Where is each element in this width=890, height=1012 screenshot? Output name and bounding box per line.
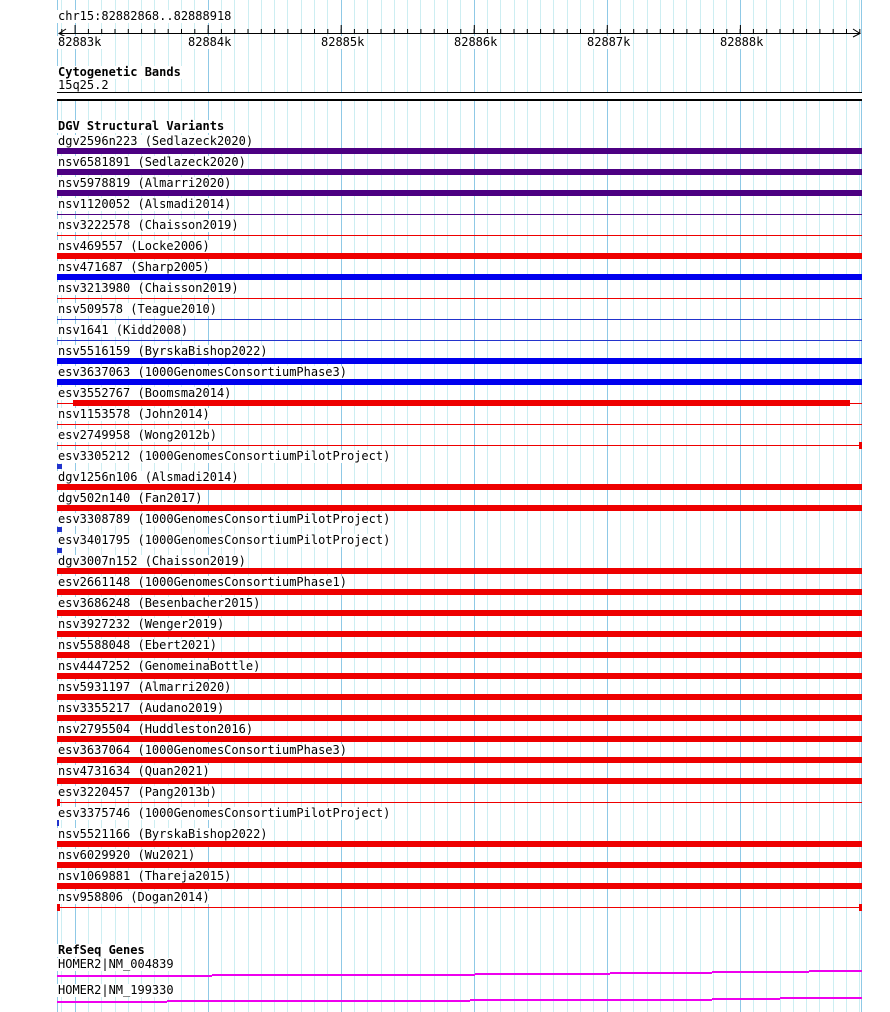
variant-bar[interactable] xyxy=(57,148,862,154)
variant-label: nsv4731634 (Quan2021) xyxy=(58,764,210,778)
variant-bar[interactable] xyxy=(57,715,862,721)
variant-bar[interactable] xyxy=(57,358,862,364)
variant-label: nsv5521166 (ByrskaBishop2022) xyxy=(58,827,268,841)
variant-bar-line[interactable] xyxy=(57,214,862,215)
gene-model-segment[interactable] xyxy=(610,972,712,974)
variant-endcap-right[interactable] xyxy=(859,442,862,449)
gene-model-segment[interactable] xyxy=(57,975,212,977)
variant-endcap-left[interactable] xyxy=(57,799,60,806)
variant-bar-line[interactable] xyxy=(57,445,862,446)
ruler-tick-label: 82886k xyxy=(454,35,498,49)
variant-bar[interactable] xyxy=(57,505,862,511)
gene-model-segment[interactable] xyxy=(167,1000,470,1002)
variant-label: esv2749958 (Wong2012b) xyxy=(58,428,217,442)
ruler-tick-label: 82884k xyxy=(188,35,232,49)
variant-label: nsv3222578 (Chaisson2019) xyxy=(58,218,239,232)
variant-bar[interactable] xyxy=(57,568,862,574)
variant-label: esv3686248 (Besenbacher2015) xyxy=(58,596,261,610)
variant-label: nsv5931197 (Almarri2020) xyxy=(58,680,232,694)
variant-label: nsv958806 (Dogan2014) xyxy=(58,890,210,904)
gene-model-segment[interactable] xyxy=(712,971,809,973)
variant-label: esv3308789 (1000GenomesConsortiumPilotProject) xyxy=(58,512,391,526)
ruler-tick-label: 82887k xyxy=(587,35,631,49)
variant-bar[interactable] xyxy=(57,190,862,196)
variant-bar[interactable] xyxy=(57,883,862,889)
section-title-refseq: RefSeq Genes xyxy=(58,943,145,957)
gene-model-segment[interactable] xyxy=(470,999,712,1001)
variant-bar[interactable] xyxy=(57,253,862,259)
variant-bar[interactable] xyxy=(57,484,862,490)
variant-label: nsv4447252 (GenomeinaBottle) xyxy=(58,659,261,673)
variant-point[interactable] xyxy=(57,527,62,532)
gene-model-segment[interactable] xyxy=(57,1001,167,1003)
variant-label: nsv1641 (Kidd2008) xyxy=(58,323,189,337)
variant-label: esv2661148 (1000GenomesConsortiumPhase1) xyxy=(58,575,347,589)
variant-label: nsv3927232 (Wenger2019) xyxy=(58,617,225,631)
variant-point[interactable] xyxy=(57,464,62,469)
variant-bar[interactable] xyxy=(57,379,862,385)
variant-endcap-left[interactable] xyxy=(57,904,60,911)
variant-label: dgv3007n152 (Chaisson2019) xyxy=(58,554,246,568)
gene-model-segment[interactable] xyxy=(475,973,610,975)
variant-label: nsv3213980 (Chaisson2019) xyxy=(58,281,239,295)
section-title-cytobands: Cytogenetic Bands xyxy=(58,65,181,79)
variant-point[interactable] xyxy=(57,548,62,553)
variant-label: nsv5516159 (ByrskaBishop2022) xyxy=(58,344,268,358)
variant-bar[interactable] xyxy=(73,400,850,406)
variant-bar[interactable] xyxy=(57,631,862,637)
variant-label: dgv1256n106 (Alsmadi2014) xyxy=(58,470,239,484)
variant-label: nsv469557 (Locke2006) xyxy=(58,239,210,253)
variant-label: dgv502n140 (Fan2017) xyxy=(58,491,203,505)
variant-bar-line[interactable] xyxy=(57,298,862,299)
variant-label: nsv509578 (Teague2010) xyxy=(58,302,217,316)
variant-bar[interactable] xyxy=(57,694,862,700)
variant-bar[interactable] xyxy=(57,610,862,616)
gene-model-segment[interactable] xyxy=(212,974,475,976)
gene-label: HOMER2|NM_004839 xyxy=(58,957,174,971)
variant-bar[interactable] xyxy=(57,673,862,679)
variant-label: esv3401795 (1000GenomesConsortiumPilotProject) xyxy=(58,533,391,547)
variant-label: nsv3355217 (Audano2019) xyxy=(58,701,225,715)
variant-bar[interactable] xyxy=(57,589,862,595)
variant-label: dgv2596n223 (Sedlazeck2020) xyxy=(58,134,254,148)
variant-endcap-right[interactable] xyxy=(859,904,862,911)
variant-label: nsv5588048 (Ebert2021) xyxy=(58,638,217,652)
ruler-tick-label: 82883k xyxy=(58,35,102,49)
variant-bar[interactable] xyxy=(57,652,862,658)
variant-bar-line[interactable] xyxy=(57,907,862,908)
variant-label: nsv471687 (Sharp2005) xyxy=(58,260,210,274)
variant-label: esv3552767 (Boomsma2014) xyxy=(58,386,232,400)
variant-bar-line[interactable] xyxy=(57,235,862,236)
ruler-tick-label: 82885k xyxy=(321,35,365,49)
region-label: chr15:82882868..82888918 xyxy=(58,9,232,23)
gene-model-segment[interactable] xyxy=(780,997,862,999)
variant-label: nsv1153578 (John2014) xyxy=(58,407,210,421)
variant-bar[interactable] xyxy=(57,862,862,868)
variant-bar-line[interactable] xyxy=(57,424,862,425)
variant-label: nsv1120052 (Alsmadi2014) xyxy=(58,197,232,211)
variant-bar[interactable] xyxy=(57,274,862,280)
variant-bar[interactable] xyxy=(57,736,862,742)
variant-label: esv3375746 (1000GenomesConsortiumPilotProject) xyxy=(58,806,391,820)
gene-model-segment[interactable] xyxy=(712,998,780,1000)
cytoband-bar[interactable] xyxy=(57,92,862,101)
ruler-ticks xyxy=(62,25,860,33)
gene-label: HOMER2|NM_199330 xyxy=(58,983,174,997)
variant-bar[interactable] xyxy=(57,778,862,784)
variant-bar-line[interactable] xyxy=(57,319,862,320)
section-title-dgv: DGV Structural Variants xyxy=(58,119,225,133)
variant-label: nsv6581891 (Sedlazeck2020) xyxy=(58,155,246,169)
variant-label: nsv6029920 (Wu2021) xyxy=(58,848,196,862)
cytoband-name: 15q25.2 xyxy=(58,78,109,92)
variant-tick[interactable] xyxy=(57,820,59,826)
variant-label: esv3637063 (1000GenomesConsortiumPhase3) xyxy=(58,365,347,379)
variant-bar-line[interactable] xyxy=(57,802,862,803)
variant-bar[interactable] xyxy=(57,757,862,763)
variant-bar[interactable] xyxy=(57,169,862,175)
variant-label: nsv5978819 (Almarri2020) xyxy=(58,176,232,190)
ruler-tick-label: 82888k xyxy=(720,35,764,49)
variant-label: nsv1069881 (Thareja2015) xyxy=(58,869,232,883)
variant-label: esv3220457 (Pang2013b) xyxy=(58,785,217,799)
variant-bar[interactable] xyxy=(57,841,862,847)
variant-label: nsv2795504 (Huddleston2016) xyxy=(58,722,254,736)
gene-model-segment[interactable] xyxy=(809,970,862,972)
variant-label: esv3305212 (1000GenomesConsortiumPilotProject) xyxy=(58,449,391,463)
variant-bar-line[interactable] xyxy=(57,340,862,341)
variant-label: esv3637064 (1000GenomesConsortiumPhase3) xyxy=(58,743,347,757)
